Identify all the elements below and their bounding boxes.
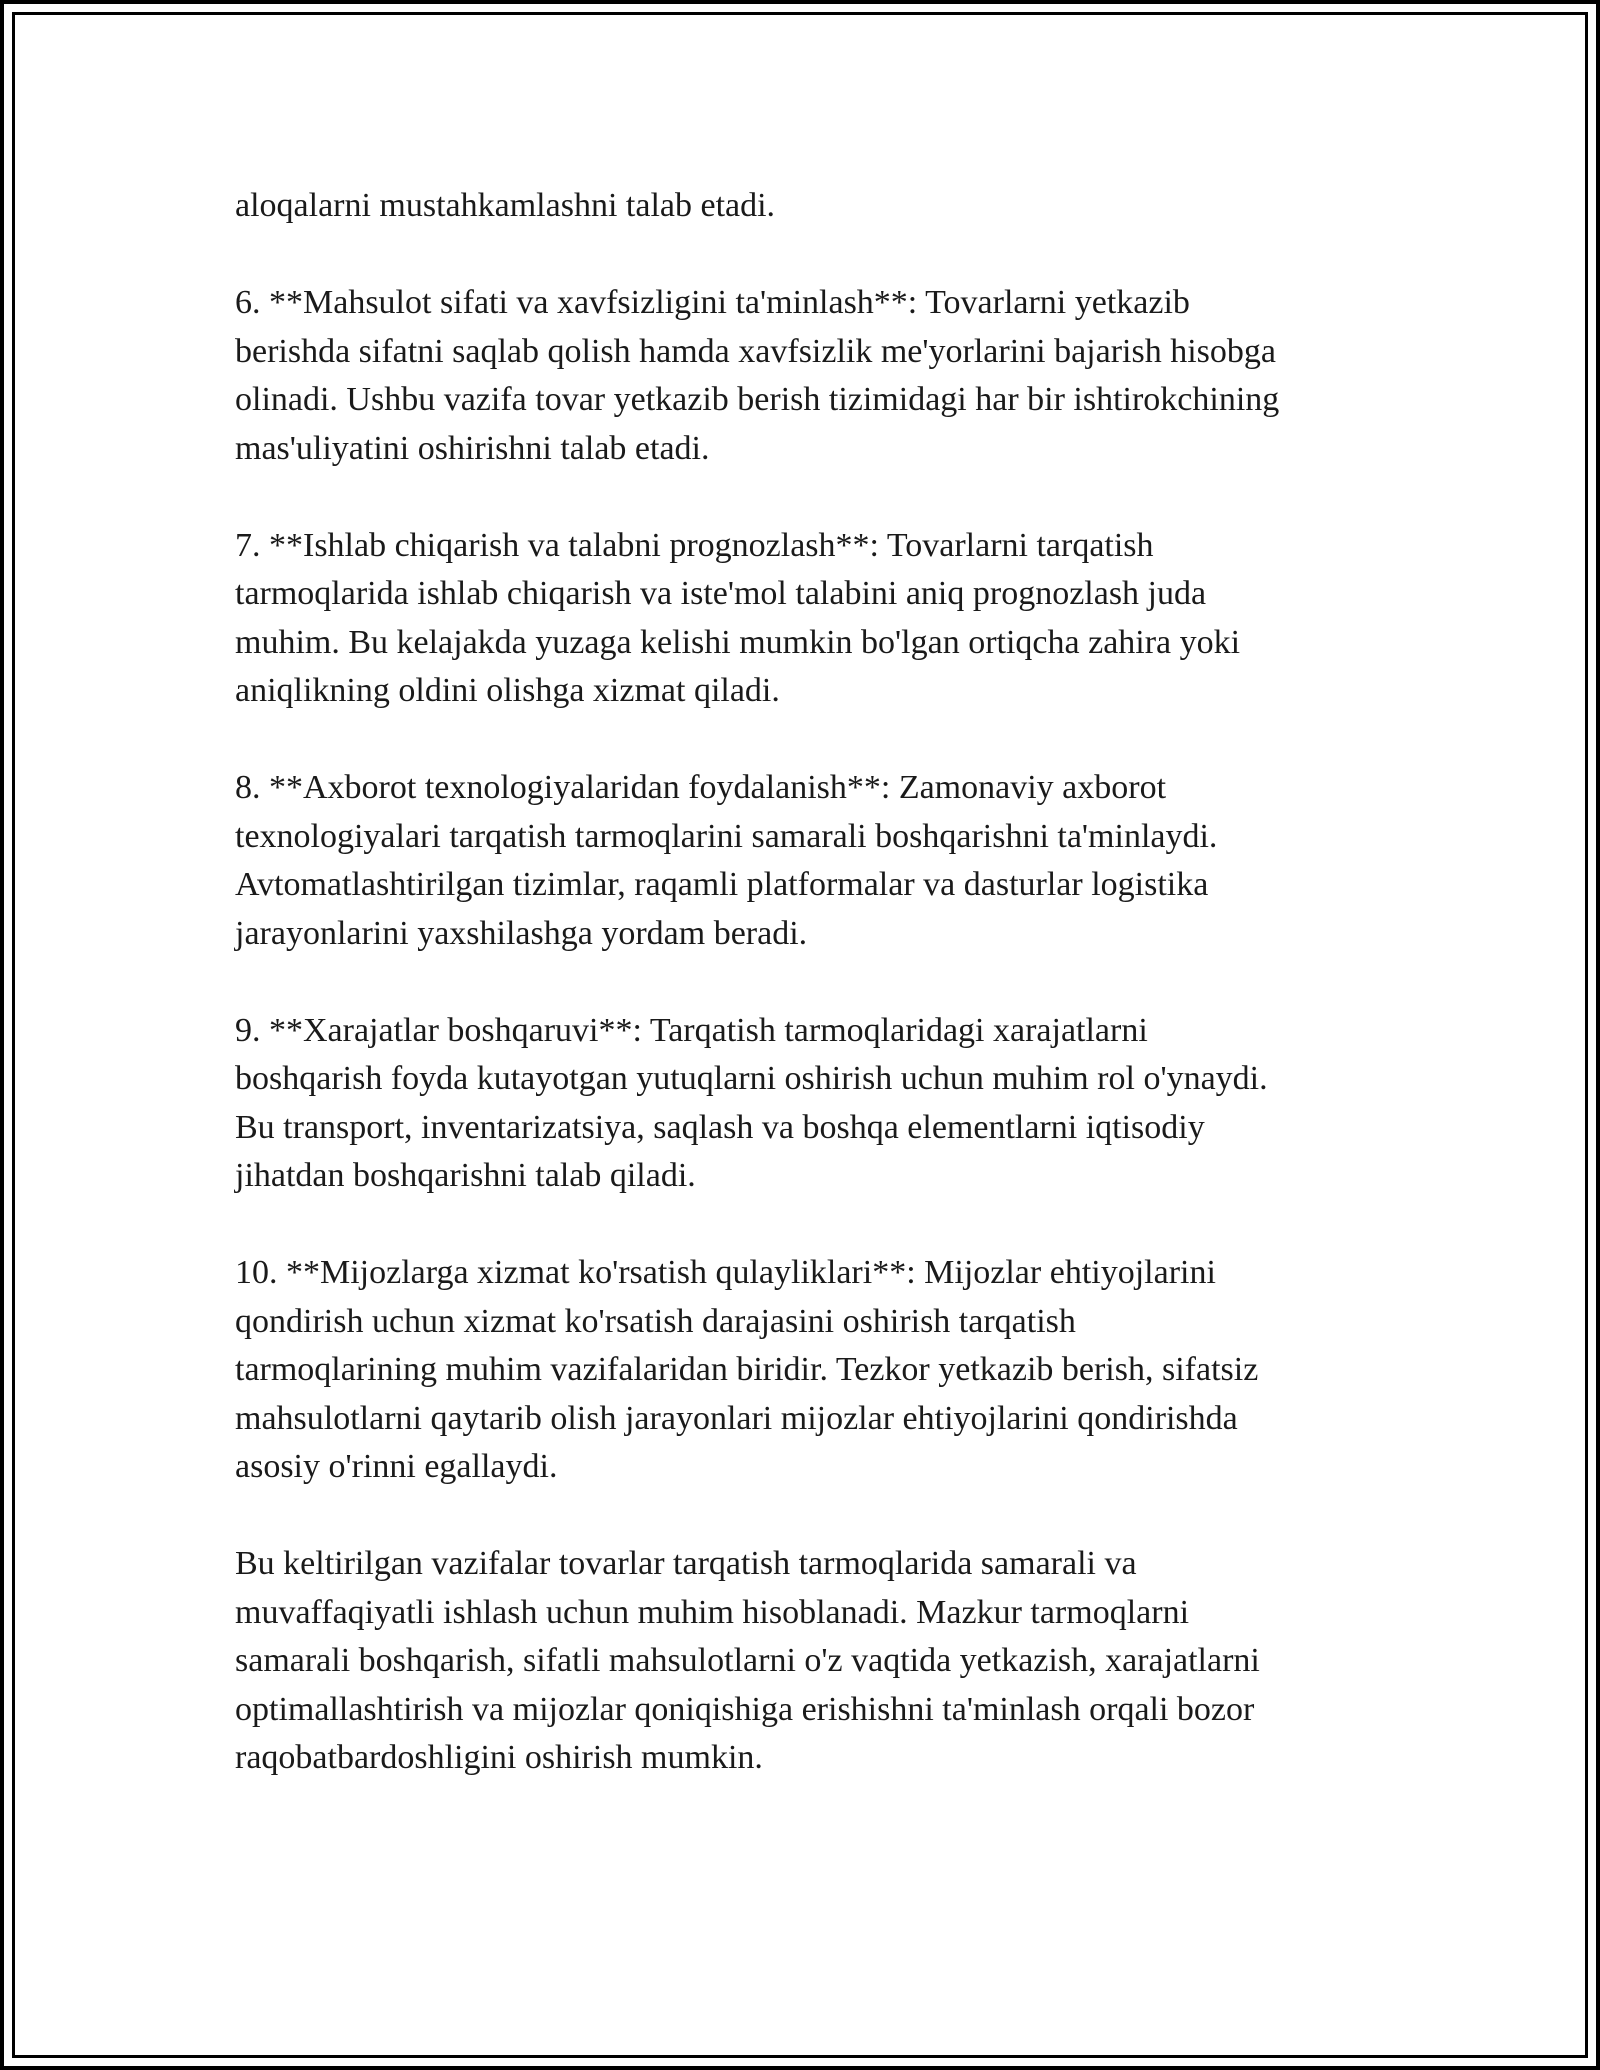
paragraph-item-10: 10. **Mijozlarga xizmat ko'rsatish qulayliklari**: Mijozlar ehtiyojlarini qondirish uchun xizmat ko'rsatish darajasini oshirish tarqatish tarmoqlarining muhim vazifalaridan biridir. Tezkor yetkazib berish, sifatsiz mahsulotlarni qaytarib olish jarayonlari mijozlar ehtiyojlarini qondirishda asosiy o'rinni egallaydi. [235,1254,1259,1485]
paragraph-item-8: 8. **Axborot texnologiyalaridan foydalanish**: Zamonaviy axborot texnologiyalari tarqatish tarmoqlarini samarali boshqarishni ta'minlaydi. Avtomatlashtirilgan tizimlar, raqamli platformalar va dasturlar logistika jarayonlarini yaxshilashga yordam beradi. [235,769,1218,952]
paragraph-item-6: 6. **Mahsulot sifati va xavfsizligini ta'minlash**: Tovarlarni yetkazib berishda sifatni saqlab qolish hamda xavfsizlik me'yorlarini bajarish hisobga olinadi. Ushbu vazifa tovar yetkazib berish tizimidagi har bir ishtirokchining mas'uliyatini oshirishni talab etadi. [235,284,1280,467]
paragraph-continuation: aloqalarni mustahkamlashni talab etadi. [235,187,776,224]
paragraph-item-7: 7. **Ishlab chiqarish va talabni prognozlash**: Tovarlarni tarqatish tarmoqlarida ishlab chiqarish va iste'mol talabini aniq prognozlash juda muhim. Bu kelajakda yuzaga kelishi mumkin bo'lgan ortiqcha zahira yoki aniqlikning oldini olishga xizmat qiladi. [235,526,1241,709]
paragraph-item-9: 9. **Xarajatlar boshqaruvi**: Tarqatish tarmoqlaridagi xarajatlarni boshqarish foyda kutayotgan yutuqlarni oshirish uchun muhim rol o'ynaydi. Bu transport, inventarizatsiya, saqlash va boshqa elementlarni iqtisodiy jihatdan boshqarishni talab qiladi. [235,1011,1268,1194]
document-body [235,182,1385,1831]
paragraph-conclusion: Bu keltirilgan vazifalar tovarlar tarqatish tarmoqlarida samarali va muvaffaqiyatli ishlash uchun muhim hisoblanadi. Mazkur tarmoqlarni samarali boshqarish, sifatli mahsulotlarni o'z vaqtida yetkazish, xarajatlarni optimallashtirish va mijozlar qoniqishiga erishishni ta'minlash orqali bozor raqobatbardoshligini oshirish mumkin. [235,1545,1260,1776]
